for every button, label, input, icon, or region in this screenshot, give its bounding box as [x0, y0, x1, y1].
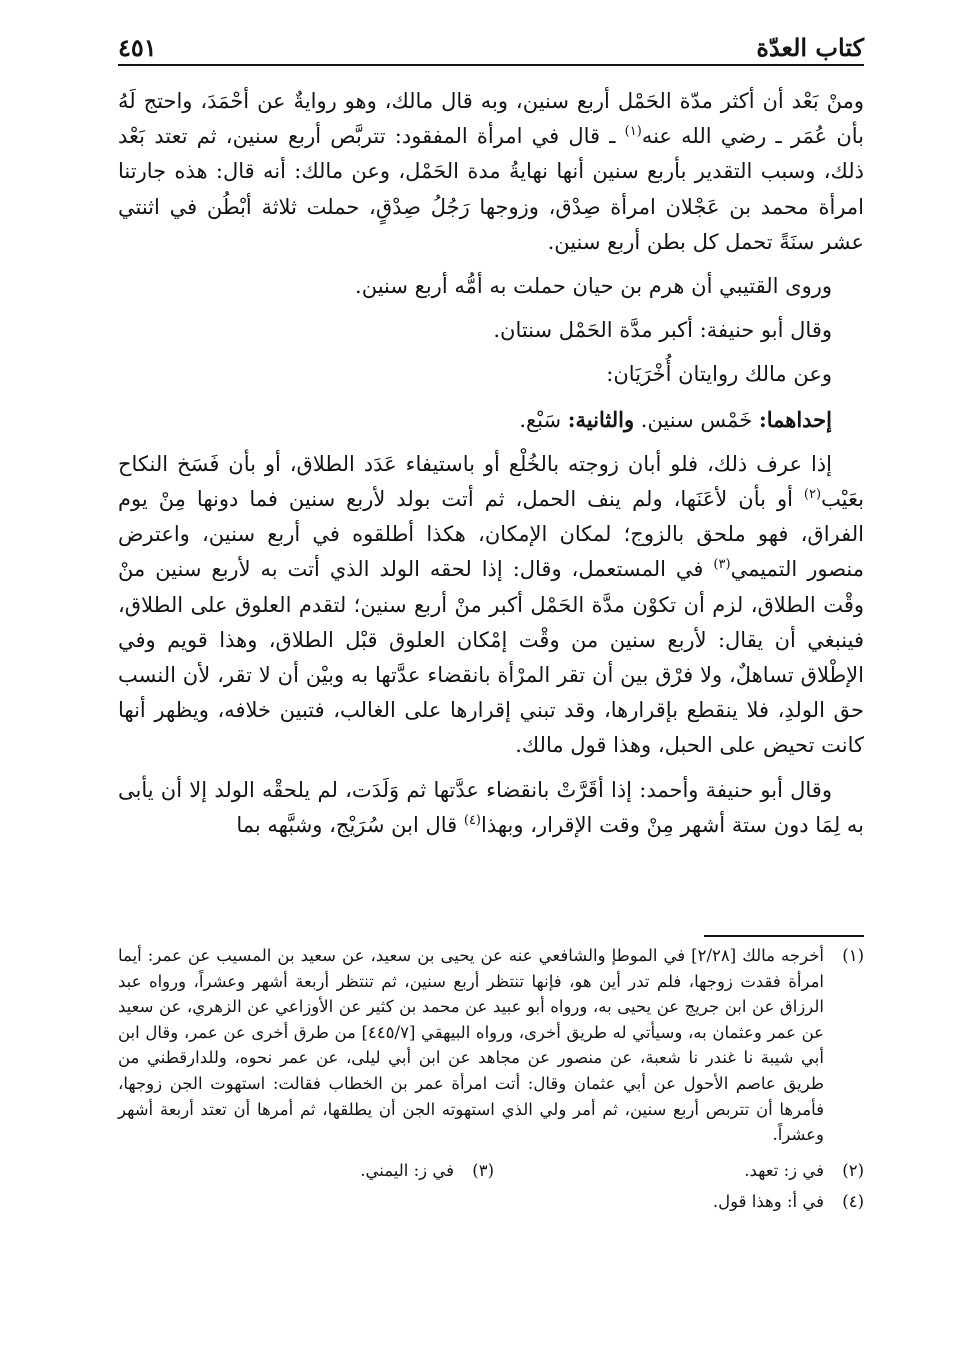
footnote-ref-1: (١) — [624, 124, 642, 140]
paragraph-6: إذا عرف ذلك، فلو أبان زوجته بالخُلْع أو باستيفاء عَدَد الطلاق، أو بأن فَسَخ النكاح بعَيْب$^{(٢)}$ أو بأن لأعَنَها، ولم ينف الحمل، ثم أتت بولد لأربع سنين فما دونها مِنْ يوم الفراق، فهو ملحق بالزوج؛ لمكان الإمكان، هكذا أطلقوه في أربع سنين، واعترض منصور التميمي$^{(٣)}$ في المستعمل، وقال: إذا لحقه الولد الذي أتت به لأربع سنين منْ وقْت الطلاق، لزم أن تكوْن مدَّة الحَمْل أكبر منْ أربع سنين؛ لتقدم العلوق على الطلاق، فينبغي أن يقال: لأربع سنين من وقْت إمْكان العلوق قبْل الطلاق، وهذا قويم وفي الإطْلاق تساهلٌ، ولا فرْق بين أن تقر المرْأة بانقضاء عدَّتها به وبيْن أن لا تقر، لأن النسب حق الولدِ، فلا ينقطع بإقرارها، وقد تبني إقرارها على الغالب، فتبين خلافه، ويظهر أنها كانت تحيض على الحبل، وهذا قول مالك. — [118, 451, 864, 758]
page-number: ٤٥١ — [118, 33, 157, 62]
footnote-4 — [118, 1189, 864, 1215]
footnote-3 — [164, 1158, 494, 1184]
footnote-number: (٢) — [842, 1160, 864, 1180]
header-divider — [118, 64, 864, 66]
footnote-2 — [534, 1158, 864, 1184]
footnote-number: (٣) — [472, 1160, 494, 1180]
paragraph-7: وقال أبو حنيفة وأحمد: إذا أقَرَّتْ بانقضاء عدَّتها ثم وَلَدَت، لم يلحقْه الولد إلا أن يأبى به لِمَا دون ستة أشهر مِنْ وقت الإقرار، وبهذا$^{(٤)}$ قال ابن سُرَيْج، وشبَّهه بما — [118, 777, 864, 837]
footnotes — [118, 943, 864, 1215]
paragraph-4: وعن مالك روايتان أُخْرَيَان: — [606, 362, 832, 387]
footnote-ref-3: (٣) — [713, 557, 731, 573]
footnote-text: في ز: تعهد. — [744, 1160, 824, 1180]
footnote-number: (٤) — [842, 1192, 864, 1212]
paragraph-2: وروى القتيبي أن هرم بن حيان حملت به أمُّه أربع سنين. — [355, 274, 832, 299]
footnote-1 — [118, 943, 864, 1148]
footnote-text: أخرجه مالك [٢/٢٨] في الموطإ والشافعي عنه عن يحيى بن سعيد، عن سعيد بن المسيب عن عمر: أيما امرأة فقدت زوجها، فلم تدر أين هو، فإنها تنتظر أربع سنين، ثم تنتظر أربعة أشهر وعشراً، ورواه عبد الرزاق عن ابن جريج عن يحيى به، ورواه أبو عبيد عن محمد بن كثير عن الأوزاعي عن الزهري، عن سعيد عن عمر وعثمان به، وسيأتي له طريق أخرى، ورواه البيهقي [٤٤٥/٧] من طرق أخرى عن عمر، وقال ابن أبي شيبة نا غندر نا شعبة، عن منصور عن مجاهد عن ابن أبي ليلى، عن عمر نحوه، وللدارقطني من طريق عاصم الأحول عن أبي عثمان وقال: أتت امرأة عمر بن الخطاب فقالت: استهوت الجن زوجها، فأمرها أن تتربص أربع سنين، ثم أمر ولي الذي استهوته الجن أن يطلقها، ثم أمرها أن تعتد أربعة أشهر وعشراً. — [118, 946, 824, 1145]
footnote-row — [118, 1158, 864, 1184]
footnote-text: في ز: اليمني. — [360, 1160, 454, 1180]
label-second: والثانية: — [567, 406, 635, 432]
paragraph-5: إحداهما: خَمْس سنين. والثانية: سَبْع. — [519, 406, 832, 432]
footnote-divider — [704, 935, 864, 937]
footnote-number: (١) — [842, 946, 864, 965]
footnote-ref-2: (٢) — [803, 487, 822, 503]
footnote-ref-4: (٤) — [463, 812, 481, 828]
page-header — [118, 18, 864, 62]
paragraph-3: وقال أبو حنيفة: أكبر مدَّة الحَمْل سنتان. — [493, 318, 832, 343]
main-text — [118, 84, 864, 843]
paragraph-1: ومنْ بَعْد أن أكثر مدّة الحَمْل أربع سنين، وبه قال مالك، وهو روايةٌ عن أحْمَدَ، واحتج لَهُ بأن عُمَر ـ رضي الله عنه$^{(١)}$ ـ قال في امرأة المفقود: تتربَّص أربع سنين، ثم تعتد بَعْد ذلك، وسبب التقدير بأربع سنين أنها نهايةُ مدة الحَمْل، وعن مالك: أنه قال: هذه جارتنا امرأة محمد بن عَجْلان امرأة صِدْق، وزوجها رَجُلُ صِدْقٍ، حملت ثلاثة أبْطُن في اثنتي عشر سنَةً تحمل كل بطن أربع سنين. — [118, 89, 865, 254]
footnote-text: في أ: وهذا قول. — [712, 1192, 824, 1212]
chapter-title: كتاب العدّة — [756, 33, 864, 62]
label-first: إحداهما: — [758, 406, 832, 432]
